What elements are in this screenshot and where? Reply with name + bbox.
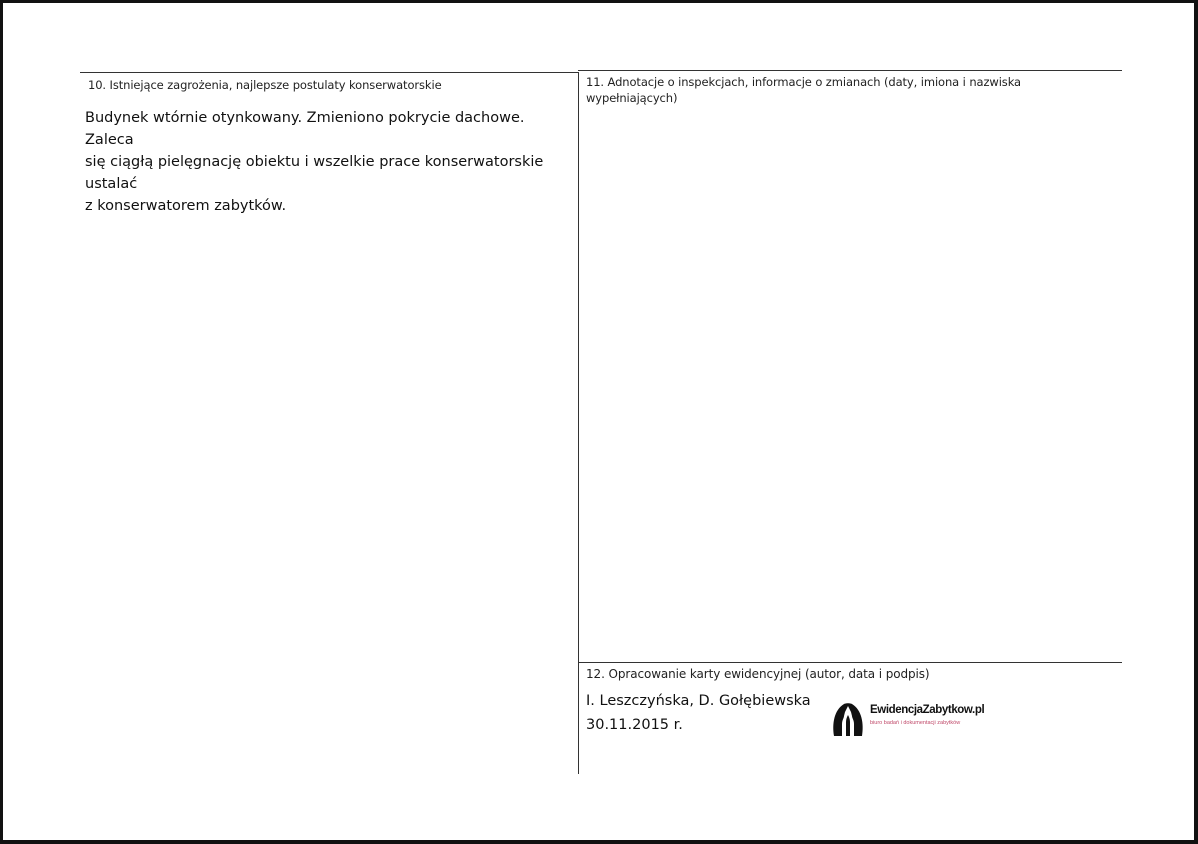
scan-border-bottom — [0, 840, 1198, 844]
section-11-top-rule — [578, 70, 1122, 71]
section-10-line: Budynek wtórnie otynkowany. Zmieniono pokrycie dachowe. Zaleca — [85, 110, 525, 148]
section-12-top-rule — [578, 662, 1122, 663]
section-12-date: 30.11.2015 r. — [586, 717, 683, 733]
scan-border-left — [0, 0, 3, 844]
section-12-heading: 12. Opracowanie karty ewidencyjnej (autor, data i podpis) — [586, 667, 930, 681]
section-11-heading-line: 11. Adnotacje o inspekcjach, informacje o zmianach (daty, imiona i nazwiska — [586, 75, 1021, 89]
logo-name: EwidencjaZabytkow.pl — [870, 704, 985, 716]
ewidencja-logo-icon — [830, 700, 866, 738]
section-10-heading: 10. Istniejące zagrożenia, najlepsze postulaty konserwatorskie — [88, 78, 442, 92]
section-11-heading-line: wypełniających) — [586, 91, 678, 105]
section-10-line: z konserwatorem zabytków. — [85, 198, 287, 214]
section-12-authors: I. Leszczyńska, D. Gołębiewska — [586, 693, 811, 709]
column-divider — [578, 72, 579, 774]
scan-border-right — [1194, 0, 1198, 844]
logo-tagline: biuro badań i dokumentacji zabytków — [870, 720, 961, 726]
section-10-text — [85, 107, 575, 217]
section-10-line: się ciągłą pielęgnację obiektu i wszelkie prace konserwatorskie ustalać — [85, 154, 544, 192]
scan-border-top — [0, 0, 1198, 3]
ewidencja-logo — [830, 700, 1000, 740]
section-11-heading — [586, 74, 1116, 106]
section-10-top-rule — [80, 72, 578, 73]
